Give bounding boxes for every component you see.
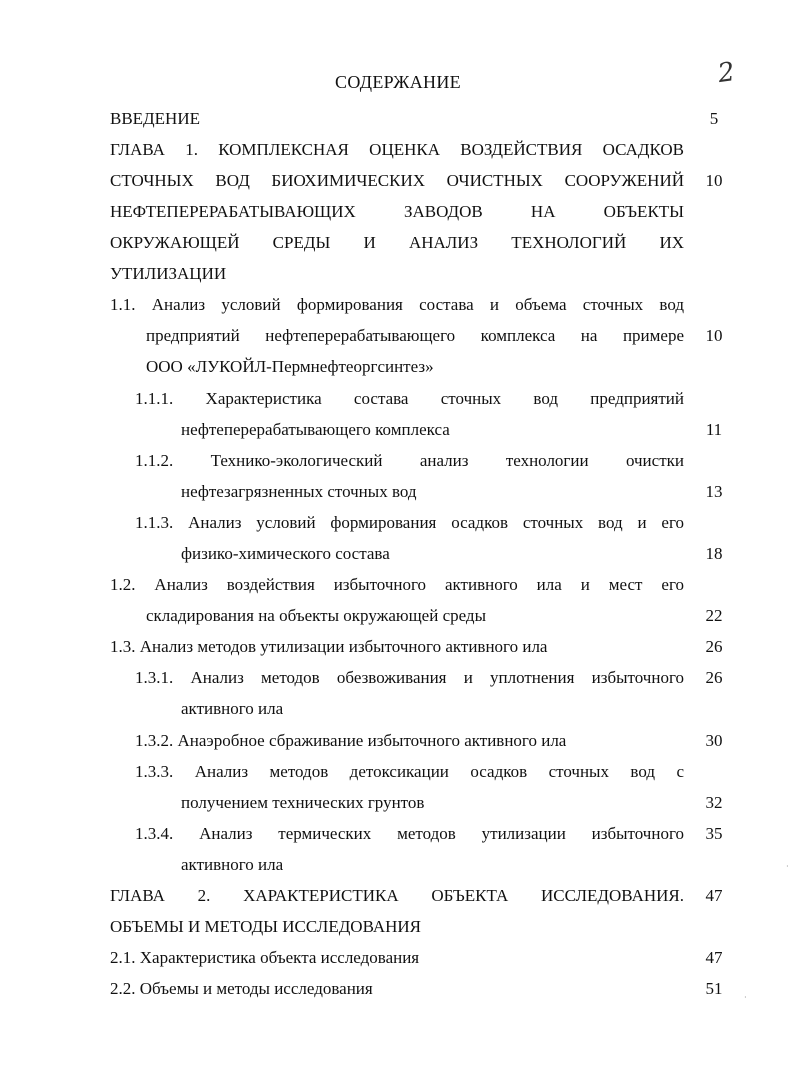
toc-line: 1.3.1. Анализ методов обезвоживания и уплотнения избыточного: [135, 668, 684, 687]
toc-page-number: 35: [705, 824, 723, 843]
toc-page-number: 26: [705, 668, 723, 687]
toc-line: предприятий нефтеперерабатывающего комплекса на примере: [146, 326, 684, 345]
handwritten-page-number: 2: [715, 56, 737, 90]
toc-page-number: 32: [705, 793, 723, 812]
toc-line: 1.2. Анализ воздействия избыточного активного ила и мест его: [110, 575, 684, 594]
toc-line: 2.2. Объемы и методы исследования: [110, 979, 373, 998]
scan-speck: ·: [786, 862, 789, 871]
toc-line: 1.3.2. Анаэробное сбраживание избыточного активного ила: [135, 731, 567, 750]
toc-line: СТОЧНЫХ ВОД БИОХИМИЧЕСКИХ ОЧИСТНЫХ СООРУЖЕНИЙ: [110, 171, 684, 190]
toc-line: УТИЛИЗАЦИИ: [110, 264, 227, 283]
toc-line: складирования на объекты окружающей среды: [146, 606, 487, 625]
toc-line: активного ила: [181, 855, 284, 874]
toc-line: 1.3.3. Анализ методов детоксикации осадков сточных вод с: [135, 762, 684, 781]
toc-page-number: 10: [705, 326, 723, 345]
toc-line: активного ила: [181, 699, 284, 718]
toc-line: физико-химического состава: [181, 544, 390, 563]
toc-line: нефтезагрязненных сточных вод: [181, 482, 417, 501]
toc-page-number: 47: [705, 886, 723, 905]
toc-line: 1.1.1. Характеристика состава сточных вод предприятий: [135, 389, 684, 408]
toc-page-number: 11: [705, 420, 723, 439]
toc-page-number: 18: [705, 544, 723, 563]
toc-page-number: 22: [705, 606, 723, 625]
toc-line: получением технических грунтов: [181, 793, 425, 812]
toc-page-number: 47: [705, 948, 723, 967]
scan-speck: ·: [744, 993, 747, 1002]
page-title: СОДЕРЖАНИЕ: [335, 72, 461, 92]
toc-line: 1.3. Анализ методов утилизации избыточного активного ила: [110, 637, 548, 656]
toc-page-number: 10: [705, 171, 723, 190]
toc-page-number: 5: [709, 109, 719, 128]
toc-line: ГЛАВА 2. ХАРАКТЕРИСТИКА ОБЪЕКТА ИССЛЕДОВАНИЯ.: [110, 886, 684, 905]
toc-line: ООО «ЛУКОЙЛ-Пермнефтеоргсинтез»: [146, 357, 434, 376]
toc-page-number: 51: [705, 979, 723, 998]
toc-line: ГЛАВА 1. КОМПЛЕКСНАЯ ОЦЕНКА ВОЗДЕЙСТВИЯ ОСАДКОВ: [110, 140, 684, 159]
toc-line: 1.1. Анализ условий формирования состава и объема сточных вод: [110, 295, 684, 314]
toc-line: ВВЕДЕНИЕ: [110, 109, 200, 128]
toc-line: ОКРУЖАЮЩЕЙ СРЕДЫ И АНАЛИЗ ТЕХНОЛОГИЙ ИХ: [110, 233, 684, 252]
toc-line: 1.1.2. Технико-экологический анализ технологии очистки: [135, 451, 684, 470]
toc-line: НЕФТЕПЕРЕРАБАТЫВАЮЩИХ ЗАВОДОВ НА ОБЪЕКТЫ: [110, 202, 684, 221]
toc-line: 1.3.4. Анализ термических методов утилизации избыточного: [135, 824, 684, 843]
toc-line: 1.1.3. Анализ условий формирования осадков сточных вод и его: [135, 513, 684, 532]
toc-page-number: 13: [705, 482, 723, 501]
toc-line: нефтеперерабатывающего комплекса: [181, 420, 450, 439]
toc-page-number: 30: [705, 731, 723, 750]
toc-page-number: 26: [705, 637, 723, 656]
toc-line: ОБЪЕМЫ И МЕТОДЫ ИССЛЕДОВАНИЯ: [110, 917, 422, 936]
toc-line: 2.1. Характеристика объекта исследования: [110, 948, 420, 967]
